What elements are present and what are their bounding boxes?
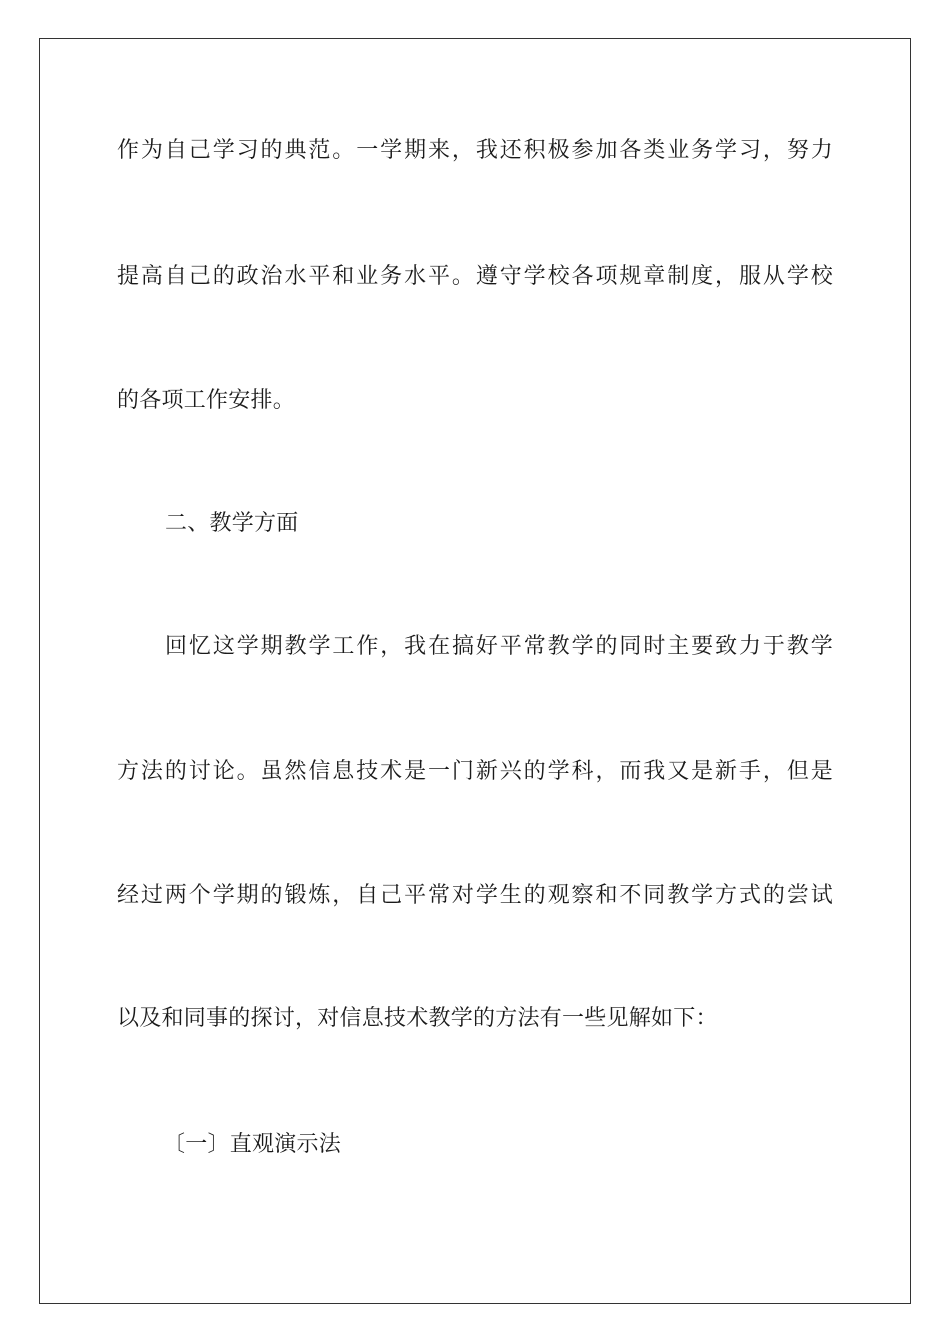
paragraph-line: 的各项工作安排。 — [117, 388, 296, 413]
paragraph-line: 方法的讨论。虽然信息技术是一门新兴的学科，而我又是新手，但是 — [117, 759, 833, 784]
page-border — [39, 38, 911, 1304]
paragraph-line: 经过两个学期的锻炼，自己平常对学生的观察和不同教学方式的尝试 — [117, 883, 833, 908]
paragraph-line: 提高自己的政治水平和业务水平。遵守学校各项规章制度，服从学校 — [117, 264, 833, 289]
section-heading: 二、教学方面 — [165, 511, 299, 536]
paragraph-line: 作为自己学习的典范。一学期来，我还积极参加各类业务学习，努力 — [117, 138, 833, 163]
paragraph-line: 以及和同事的探讨，对信息技术教学的方法有一些见解如下： — [117, 1006, 718, 1031]
subsection-heading: 〔一〕直观演示法 — [163, 1132, 342, 1157]
paragraph-line: 回忆这学期教学工作，我在搞好平常教学的同时主要致力于教学 — [165, 634, 833, 659]
